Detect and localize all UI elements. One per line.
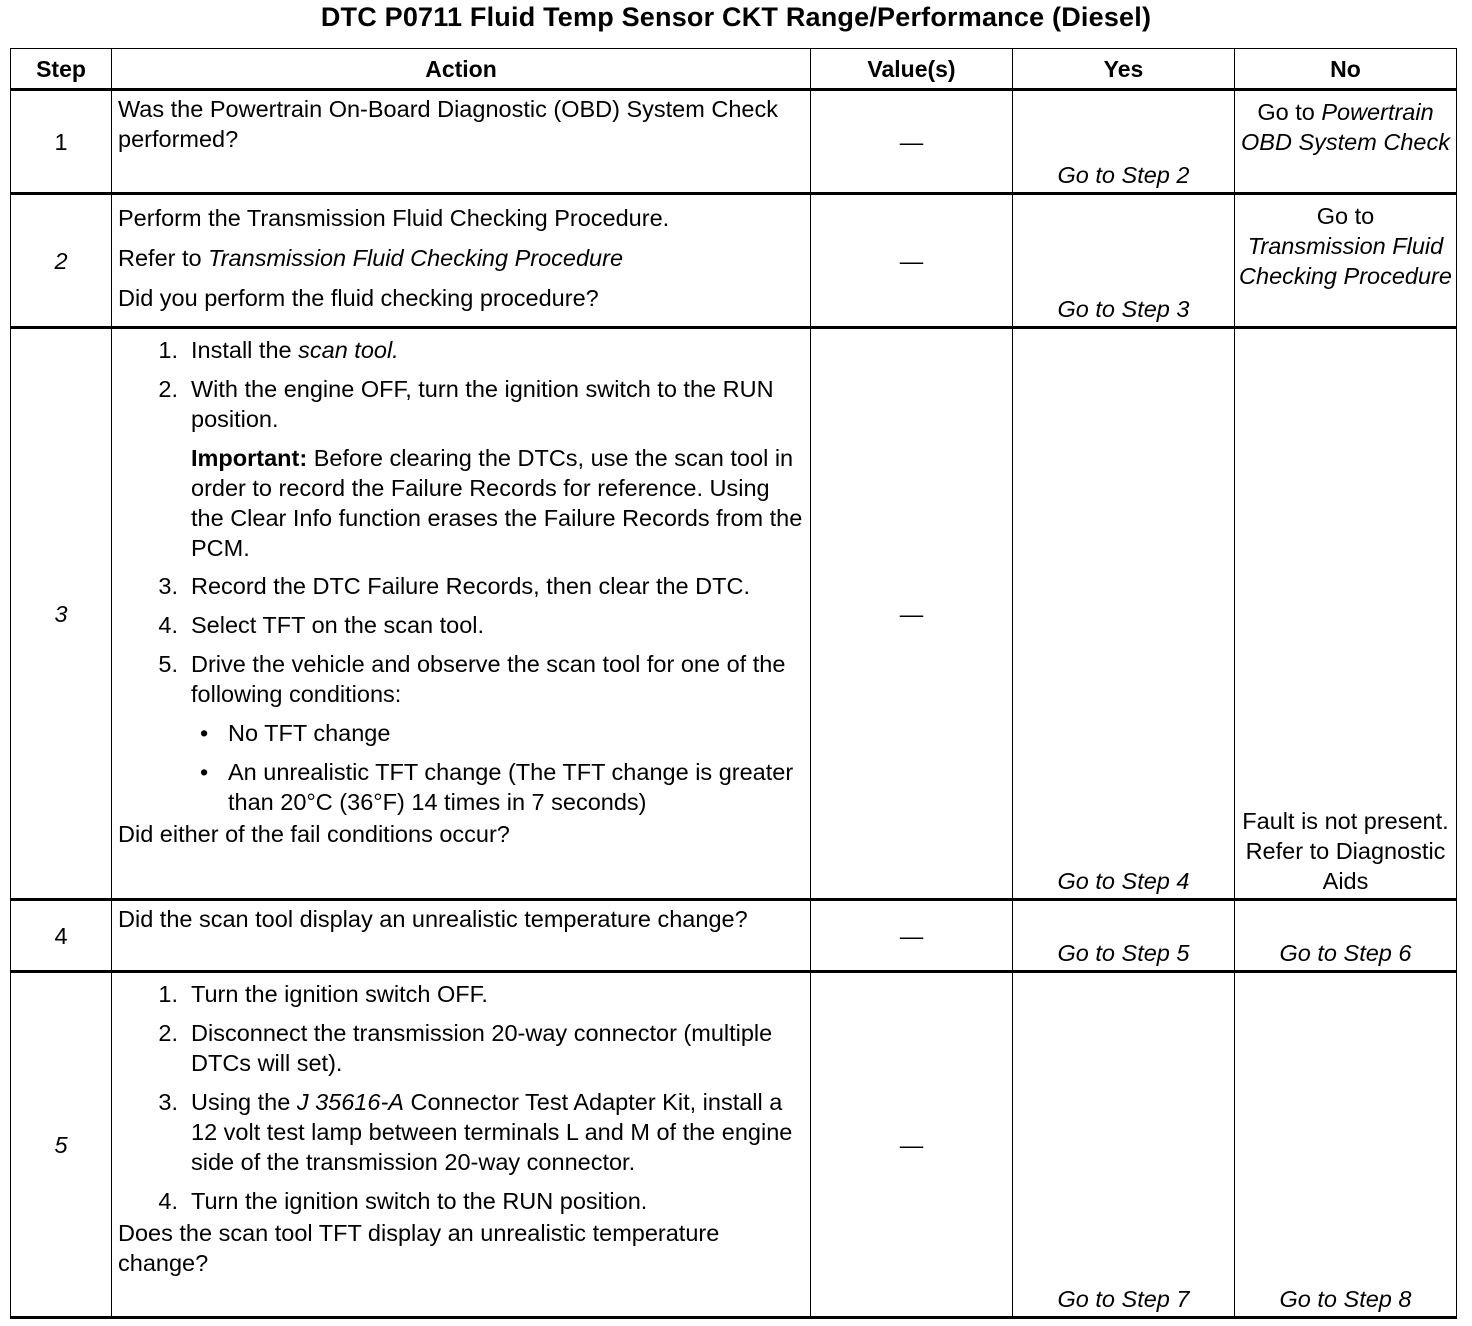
list-item: 5. Drive the vehicle and observe the scan tool for one of the following conditions: [158,651,786,707]
col-header-step: Step [11,49,112,90]
list-item: 1. Turn the ignition switch OFF. [158,981,488,1007]
bullet-icon: • [200,759,209,785]
action-cell [112,90,811,194]
action-question: Did you perform the fluid checking procedure? [118,285,599,311]
important-label: Important: [191,445,308,471]
value-cell: — [811,194,1013,328]
yes-cell: Go to Step 7 [1013,972,1235,1318]
yes-cell: Go to Step 4 [1013,328,1235,900]
bullet-icon: • [200,720,209,746]
action-ref: Transmission Fluid Checking Procedure [208,245,624,271]
list-item: 2. With the engine OFF, turn the ignition switch to the RUN position. [158,376,774,432]
value-cell: — [811,90,1013,194]
action-question: Did the scan tool display an unrealistic temperature change? [118,906,748,932]
condition-list [118,718,804,817]
important-note [118,443,804,563]
value-cell: — [811,900,1013,972]
table-row [11,972,1457,1318]
list-item: 4. Select TFT on the scan tool. [158,612,485,638]
no-cell: Fault is not present. Refer to Diagnostic Aids [1235,328,1457,900]
col-header-values: Value(s) [811,49,1013,90]
no-reference: Powertrain OBD System Check [1241,99,1450,155]
list-item: 2. Disconnect the transmission 20-way connector (multiple DTCs will set). [158,1020,773,1076]
yes-cell: Go to Step 3 [1013,194,1235,328]
action-cell [112,900,811,972]
action-question: Was the Powertrain On-Board Diagnostic (OBD) System Check performed? [118,96,778,152]
list-item: 4. Turn the ignition switch to the RUN position. [158,1188,648,1214]
yes-cell: Go to Step 5 [1013,900,1235,972]
no-cell: Go to Step 6 [1235,900,1457,972]
step-number: 5 [11,972,112,1318]
table-row [11,90,1457,194]
action-cell [112,194,811,328]
value-cell: — [811,328,1013,900]
col-header-yes: Yes [1013,49,1235,90]
important-text: Before clearing the DTCs, use the scan tool in order to record the Failure Records for reference. Using the Clear Info function erases the Failure Records from the PCM. [191,445,803,561]
list-item: 3. Record the DTC Failure Records, then clear the DTC. [158,573,750,599]
no-cell [1235,194,1457,328]
list-item: 3. Using the J 35616-A Connector Test Adapter Kit, install a 12 volt test lamp between terminals L and M of the engine side of the transmission 20-way connector. [158,1089,793,1175]
list-item: 1. Install the scan tool. [158,337,399,363]
step-number: 3 [11,328,112,900]
table-row [11,328,1457,900]
procedure-list [118,571,804,709]
header-row [11,49,1457,90]
action-line: Perform the Transmission Fluid Checking Procedure. [118,205,670,231]
step-number: 1 [11,90,112,194]
diagnostic-table [10,48,1457,1319]
step-number: 4 [11,900,112,972]
table-row [11,900,1457,972]
no-prefix: Go to [1316,203,1375,229]
no-cell [1235,90,1457,194]
procedure-list [118,979,804,1216]
value-cell: — [811,972,1013,1318]
list-item: • No TFT change [200,720,391,746]
action-cell [112,972,811,1318]
no-reference: Transmission Fluid Checking Procedure [1239,233,1452,289]
action-cell [112,328,811,900]
col-header-no: No [1235,49,1457,90]
yes-cell: Go to Step 2 [1013,90,1235,194]
action-question: Does the scan tool TFT display an unrealistic temperature change? [118,1220,720,1276]
action-ref-prefix: Refer to [118,245,202,271]
no-prefix: Go to [1257,99,1315,125]
action-question: Did either of the fail conditions occur? [118,821,510,847]
list-item: • An unrealistic TFT change (The TFT change is greater than 20°C (36°F) 14 times in 7 seconds) [200,759,794,815]
no-cell: Go to Step 8 [1235,972,1457,1318]
action-line [118,243,804,273]
col-header-action: Action [112,49,811,90]
table-row [11,194,1457,328]
step-number: 2 [11,194,112,328]
procedure-list [118,335,804,434]
page-title: DTC P0711 Fluid Temp Sensor CKT Range/Performance (Diesel) [320,2,1152,32]
